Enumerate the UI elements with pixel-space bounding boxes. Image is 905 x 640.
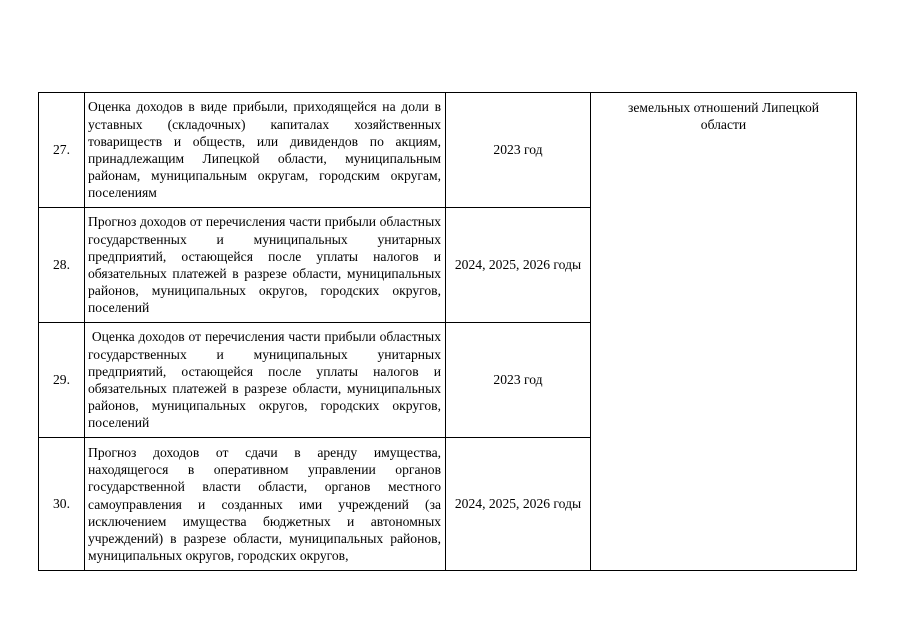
- row-period: 2024, 2025, 2026 годы: [446, 438, 591, 571]
- row-description-text: Прогноз доходов от сдачи в аренду имущества, находящегося в оперативном управлении органов государственной власти области, органов местного самоуправления и созданных ими учреждений (за исключением имущества бюджетных и автономных учреждений) в разрезе области, муниципальных районов, муниципальных округов, городских округов,: [88, 445, 441, 564]
- row-description: [85, 208, 446, 323]
- row-period: 2024, 2025, 2026 годы: [446, 208, 591, 323]
- row-description-text: Оценка доходов от перечисления части прибыли областных государственных и муниципальных унитарных предприятий, остающейся после уплаты налогов и обязательных платежей в разрезе области, муниципальных районов, муниципальных округов, городских округов, поселений: [88, 329, 445, 431]
- row-number: 30.: [39, 438, 85, 571]
- row-description-text: Оценка доходов в виде прибыли, приходящейся на доли в уставных (складочных) капиталах хозяйственных товариществ и обществ, или дивидендов по акциям, принадлежащим Липецкой области, муниципальным районам, муниципальным округам, городским округам, поселениям: [88, 99, 441, 201]
- row-period: 2023 год: [446, 323, 591, 438]
- row-period: 2023 год: [446, 93, 591, 208]
- row-description: [85, 93, 446, 208]
- row-number: 28.: [39, 208, 85, 323]
- row-description-text: Прогноз доходов от перечисления части прибыли областных государственных и муниципальных унитарных предприятий, остающейся после уплаты налогов и обязательных платежей в разрезе области, муниципальных районов, муниципальных округов, городских округов, поселений: [88, 214, 441, 316]
- table-row: [39, 93, 857, 208]
- document-table: [38, 92, 857, 571]
- row-description: [85, 323, 446, 438]
- row-description: [85, 438, 446, 571]
- row-number: 29.: [39, 323, 85, 438]
- responsible-cell: земельных отношений Липецкой области: [591, 93, 857, 571]
- row-number: 27.: [39, 93, 85, 208]
